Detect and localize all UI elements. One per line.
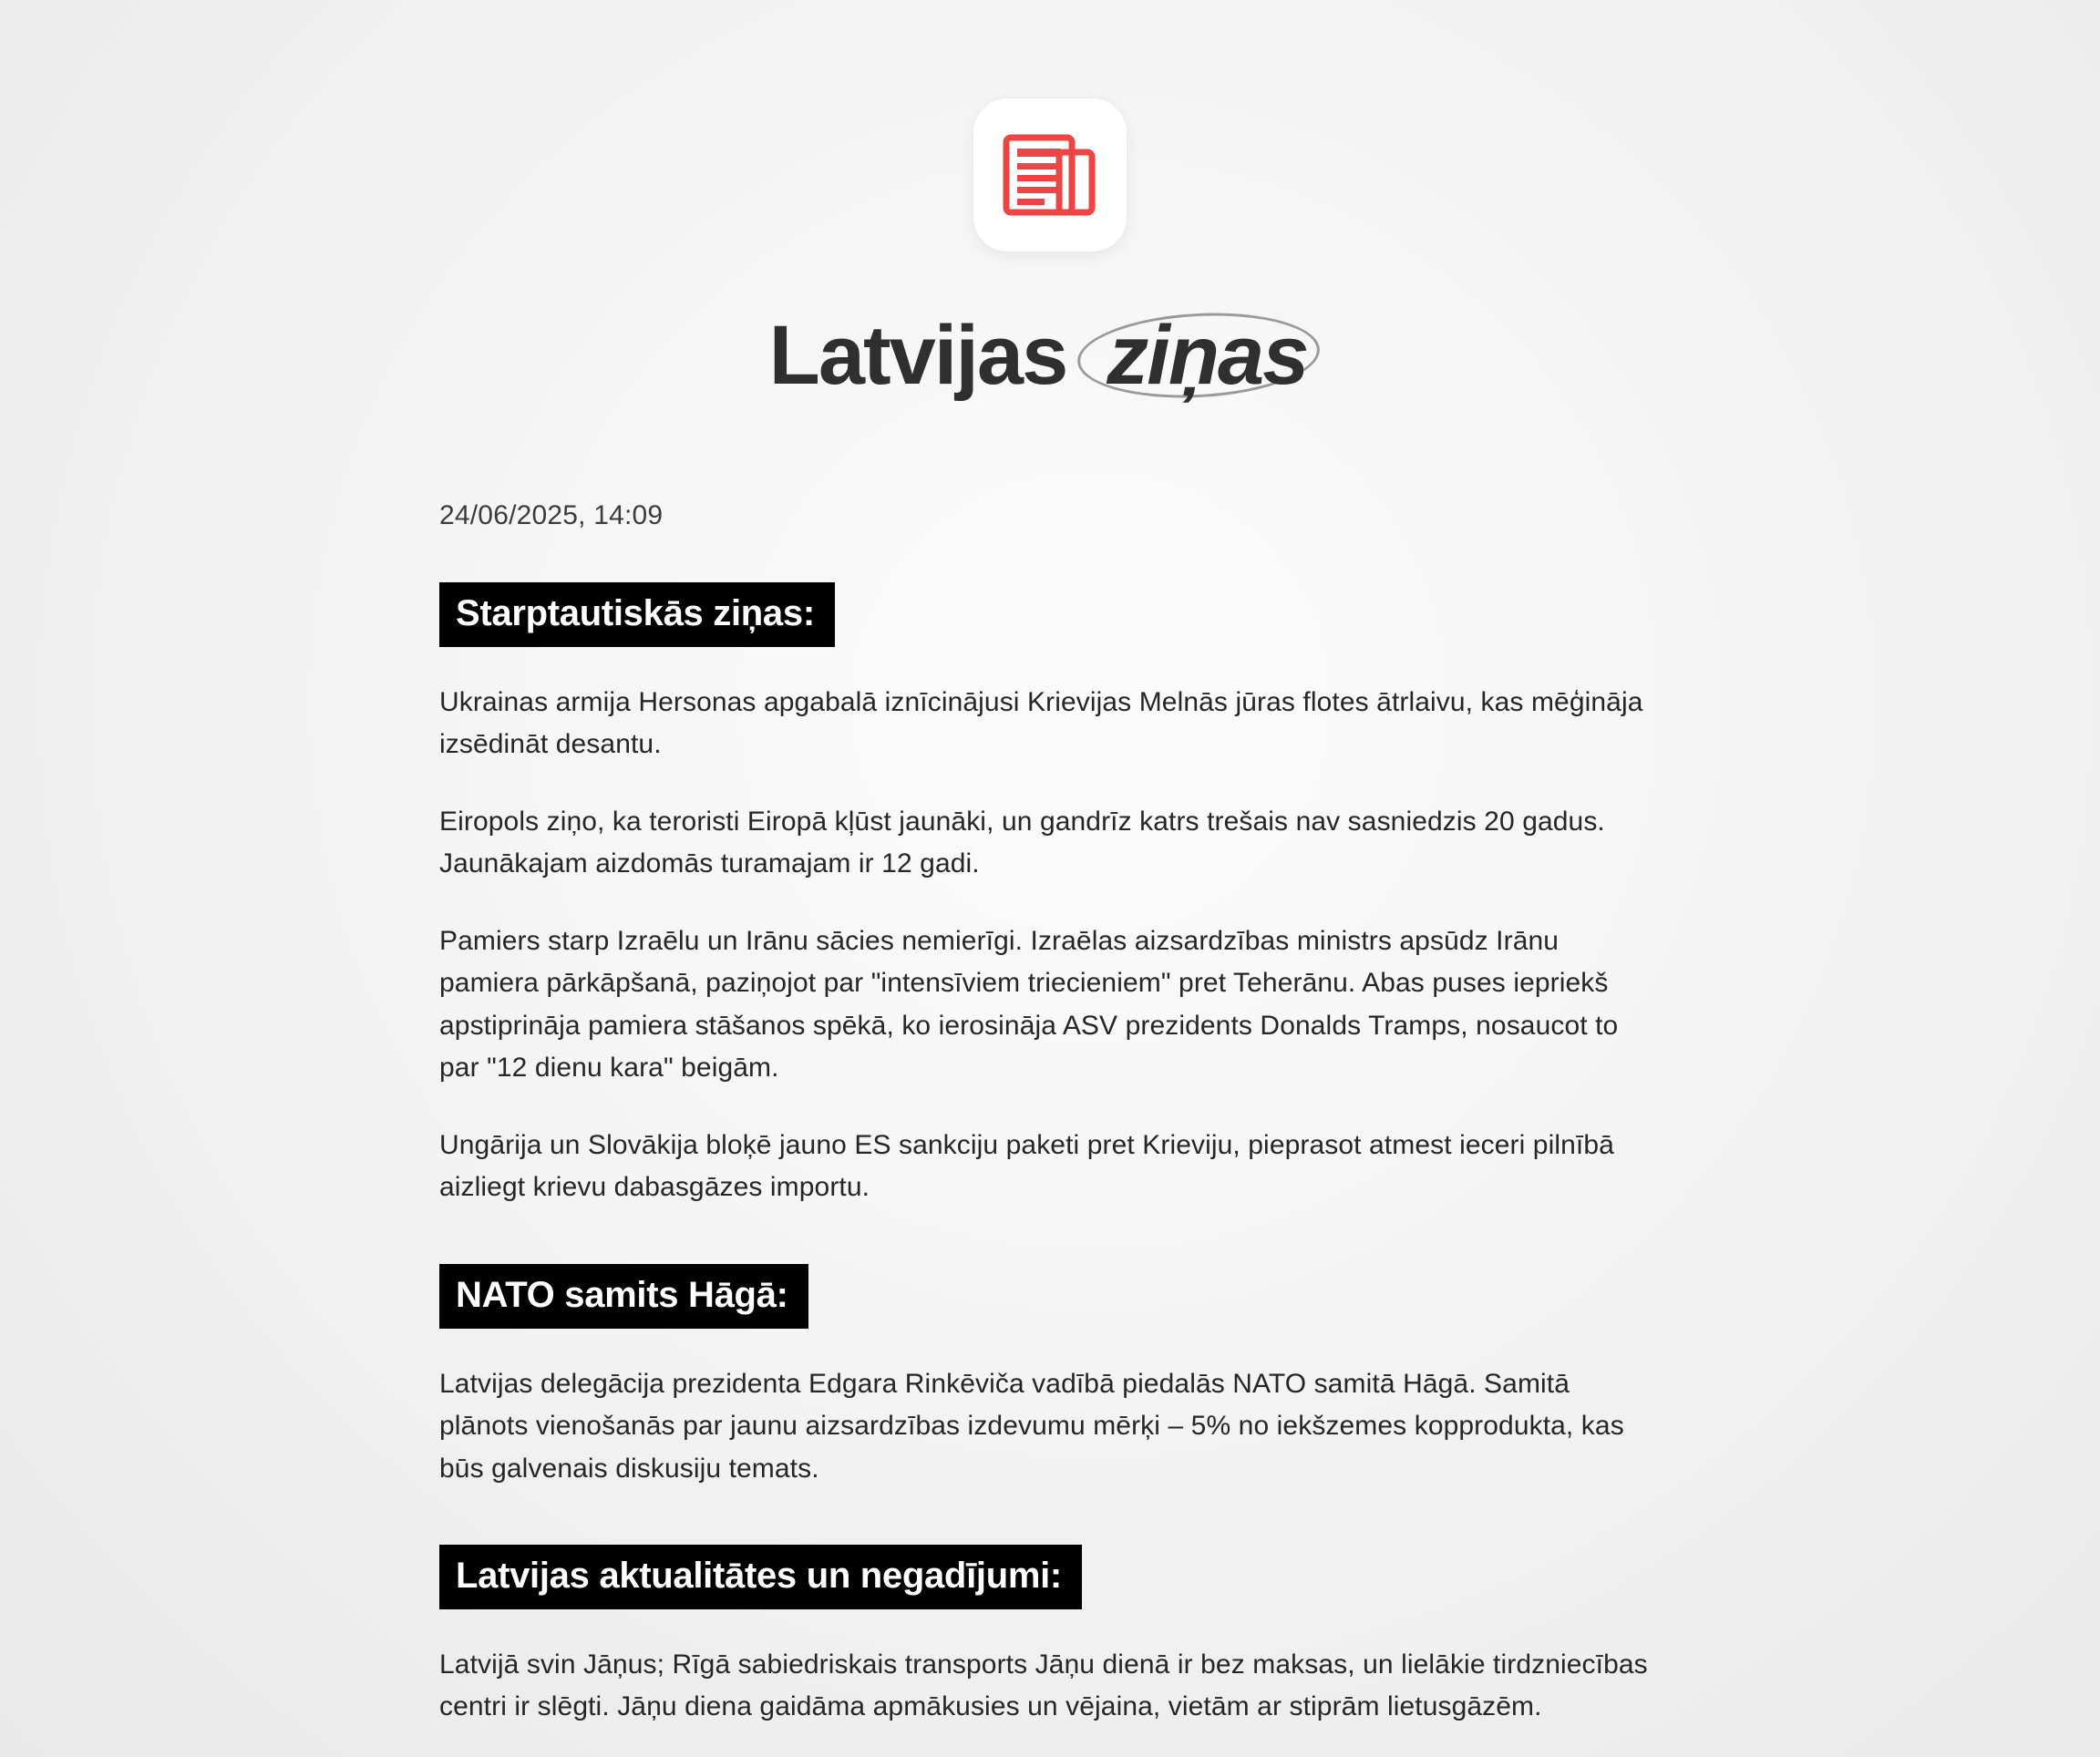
article-section: [439, 1264, 1661, 1490]
section-heading-international: Starptautiskās ziņas:: [439, 582, 835, 647]
paragraph: Latvijā svin Jāņus; Rīgā sabiedriskais transports Jāņu dienā ir bez maksas, un lielākie tirdzniecības centri ir slēgti. Jāņu diena gaidāma apmākusies un vējaina, vietām ar stiprām lietusgāzēm.: [439, 1649, 1648, 1722]
masthead-word-two: ziņas: [1107, 309, 1308, 402]
article-section: [439, 1545, 1661, 1729]
article-section: [439, 582, 1661, 1209]
masthead: [0, 308, 2100, 404]
section-heading-latvia: Latvijas aktualitātes un negadījumi:: [439, 1545, 1082, 1609]
masthead-word-two-wrap: [1083, 308, 1331, 404]
paragraph: Eiropols ziņo, ka teroristi Eiropā kļūst jaunāki, un gandrīz katrs trešais nav sasniedzis 20 gadus. Jaunākajam aizdomās turamajam ir 12 gadi.: [439, 806, 1605, 879]
section-heading-nato: NATO samits Hāgā:: [439, 1264, 808, 1329]
paragraph: Latvijas delegācija prezidenta Edgara Rinkēviča vadībā piedalās NATO samitā Hāgā. Samitā plānots vienošanās par jaunu aizsardzības izdevumu mērķi – 5% no iekšzemes kopprodukta, kas būs galvenais diskusiju temats.: [439, 1368, 1624, 1484]
masthead-word-one: Latvijas: [768, 309, 1067, 402]
newspaper-icon: [1003, 132, 1097, 218]
paragraph: Ungārija un Slovākija bloķē jauno ES sankciju paketi pret Krieviju, pieprasot atmest ieceri pilnībā aizliegt krievu dabasgāzes importu.: [439, 1129, 1614, 1203]
app-logo-tile: [973, 98, 1127, 252]
article-content: [439, 404, 1661, 1729]
paragraph: Ukrainas armija Hersonas apgabalā iznīcinājusi Krievijas Melnās jūras flotes ātrlaivu, kas mēģināja izsēdināt desantu.: [439, 686, 1643, 760]
logo-container: [0, 0, 2100, 252]
article-timestamp: 24/06/2025, 14:09: [439, 500, 664, 530]
paragraph: Pamiers starp Izraēlu un Irānu sācies nemierīgi. Izraēlas aizsardzības ministrs apsūdz Irānu pamiera pārkāpšanā, paziņojot par "intensīviem triecieniem" pret Teherānu. Abas puses iepriekš apstiprināja pamiera stāšanos spēkā, ko ierosināja ASV prezidents Donalds Tramps, nosaucot to par "12 dienu kara" beigām.: [439, 925, 1619, 1084]
